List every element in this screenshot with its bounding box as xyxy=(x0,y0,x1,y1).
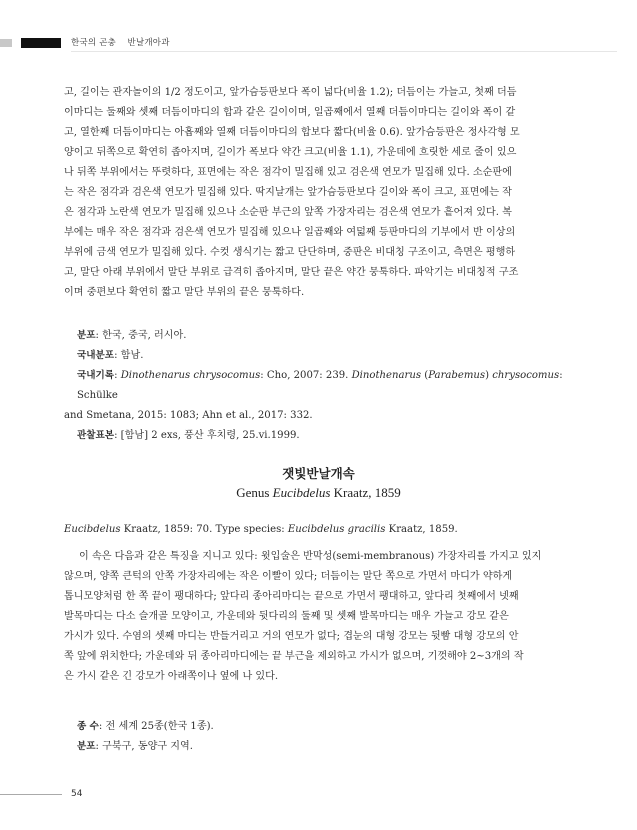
records-label: 국내기록 xyxy=(77,370,115,381)
records-taxon: Dinothenarus xyxy=(351,370,422,381)
citation-type-species: Eucibdelus gracilis xyxy=(287,524,386,535)
records-text: : Cho, 2007: 239. xyxy=(260,370,352,381)
description-line: 고, 열한째 더듬이마디는 아홉째와 열째 더듬이마디의 합보다 짧다(비율 0.6). 앞가슴등판은 정사각형 모 xyxy=(64,127,520,138)
species-info xyxy=(64,326,574,446)
citation-line xyxy=(64,520,574,540)
header-gray-bar xyxy=(0,39,12,47)
distribution-label: 분포 xyxy=(77,330,96,341)
genus-author: Kraatz, 1859 xyxy=(330,485,401,500)
header-black-block xyxy=(21,38,61,48)
distribution-value: : 한국, 중국, 러시아. xyxy=(95,330,187,341)
records-taxon: chrysocomus xyxy=(492,370,560,381)
description-line: 나 뒤쪽 부위에서는 뚜렷하다, 표면에는 작은 점각이 밀집해 있고 검은색 연모가 밀집해 있다. 소순판에 xyxy=(64,167,512,178)
description-line: 는 작은 점각과 검은색 연모가 밀집해 있다. 딱지날개는 앞가슴등판보다 길이와 폭이 크고, 표면에는 작 xyxy=(64,187,512,198)
description-line: 부위에 금색 연모가 밀집해 있다. 수컷 생식기는 짧고 단단하며, 중판은 비대칭 구조이고, 측면은 평행하 xyxy=(64,247,516,258)
citation-text: Kraatz, 1859. xyxy=(385,524,458,535)
description-line: 고, 길이는 관자놀이의 1/2 정도이고, 앞가슴등판보다 폭이 넓다(비율 1.2); 더듬이는 가늘고, 첫째 더듬 xyxy=(64,87,517,98)
genus-scientific-title xyxy=(0,485,637,501)
records-text: : xyxy=(114,370,121,381)
species-description xyxy=(64,83,574,303)
genus-description-line: 쪽 앞에 위치한다; 가운데와 뒤 종아리마디에는 끝 부근을 제외하고 가시가 없으며, 기껏해야 2~3개의 작 xyxy=(64,651,524,662)
genus-citation xyxy=(64,520,574,540)
description-line: 고, 말단 아래 부위에서 말단 부위로 급격히 좁아지며, 말단 끝은 약간 뭉툭하다. 파악기는 비대칭적 구조 xyxy=(64,267,519,278)
distribution-line xyxy=(64,326,574,346)
records-line-2: and Smetana, 2015: 1083; Ahn et al., 2017: 332. xyxy=(64,410,313,421)
records-taxon: Parabemus xyxy=(428,370,486,381)
footer-rule xyxy=(0,794,62,795)
specimens-value: : [함남] 2 exs, 풍산 후치령, 25.vi.1999. xyxy=(114,430,300,441)
genus-description-line: 발목마디는 다소 슬개골 모양이고, 가운데와 뒷다리의 둘째 및 셋째 발목마디는 매우 가늘고 강모 같은 xyxy=(64,611,509,622)
header-rule xyxy=(71,51,617,52)
records-text: ) xyxy=(485,370,493,381)
records-text: ( xyxy=(421,370,429,381)
genus-distribution-label: 분포 xyxy=(77,741,96,752)
specimens-line xyxy=(64,426,574,446)
description-line: 이마디는 둘째와 셋째 더듬이마디의 합과 같은 길이이며, 일곱째에서 열째 더듬이마디는 길이와 폭이 같 xyxy=(64,107,516,118)
description-line: 은 점각과 노란색 연모가 밀집해 있으나 소순판 부근의 앞쪽 가장자리는 검은색 연모가 흩어져 있다. 복 xyxy=(64,207,512,218)
specimens-label: 관찰표본 xyxy=(77,430,115,441)
domestic-distribution-value: : 함남. xyxy=(114,350,144,361)
genus-prefix: Genus xyxy=(236,485,273,500)
citation-text: Kraatz, 1859: 70. Type species: xyxy=(120,524,288,535)
genus-description-line: 가시가 있다. 수염의 셋째 마디는 반들거리고 거의 연모가 없다; 겹눈의 대형 강모는 뒷빰 대형 강모의 안 xyxy=(64,631,519,642)
records-taxon: Dinothenarus chrysocomus xyxy=(120,370,261,381)
description-line: 이며 중편보다 확연히 짧고 말단 부위의 끝은 뭉툭하다. xyxy=(64,287,305,298)
genus-description-line: 이 속은 다음과 같은 특징을 지니고 있다: 윗입술은 반막성(semi-membranous) 가장자리를 가지고 있지 xyxy=(79,551,542,562)
description-line: 부에는 매우 작은 점각과 검은색 연모가 밀집해 있으나 일곱째와 여덟째 등판마디의 기부에서 반 이상의 xyxy=(64,227,516,238)
genus-description-line: 톱니모양처럼 한 쪽 끝이 팽대하다; 앞다리 종아리마디는 끝으로 가면서 팽대하고, 앞다리 첫째에서 넷째 xyxy=(64,591,519,602)
genus-distribution-value: : 구북구, 동양구 지역. xyxy=(95,741,193,752)
records-line xyxy=(64,366,574,406)
genus-description-line: 은 가시 같은 긴 강모가 아래쪽이나 옆에 나 있다. xyxy=(64,671,279,682)
genus-name: Eucibdelus xyxy=(272,485,331,500)
genus-description xyxy=(64,547,574,687)
records-text: : Schülke xyxy=(77,370,563,401)
description-line: 양이고 뒤쪽으로 확연히 좁아지며, 길이가 폭보다 약간 크고(비율 1.1), 가운데에 흐릿한 세로 줄이 있으 xyxy=(64,147,517,158)
genus-info xyxy=(64,717,574,757)
species-count-line xyxy=(64,717,574,737)
page-number: 54 xyxy=(71,789,83,799)
citation-genus: Eucibdelus xyxy=(64,524,121,535)
running-header: 한국의 곤충 반날개아과 xyxy=(71,38,170,48)
species-count-value: : 전 세계 25종(한국 1종). xyxy=(98,721,214,732)
genus-description-line: 않으며, 양쪽 큰턱의 안쪽 가장자리에는 작은 이빨이 있다; 더듬이는 말단 쪽으로 가면서 마디가 약하게 xyxy=(64,571,513,582)
genus-korean-title: 잿빛반날개속 xyxy=(282,466,355,481)
species-count-label: 종 수 xyxy=(77,721,99,732)
domestic-distribution-label: 국내분포 xyxy=(77,350,115,361)
genus-distribution-line xyxy=(64,737,574,757)
domestic-distribution-line xyxy=(64,346,574,366)
